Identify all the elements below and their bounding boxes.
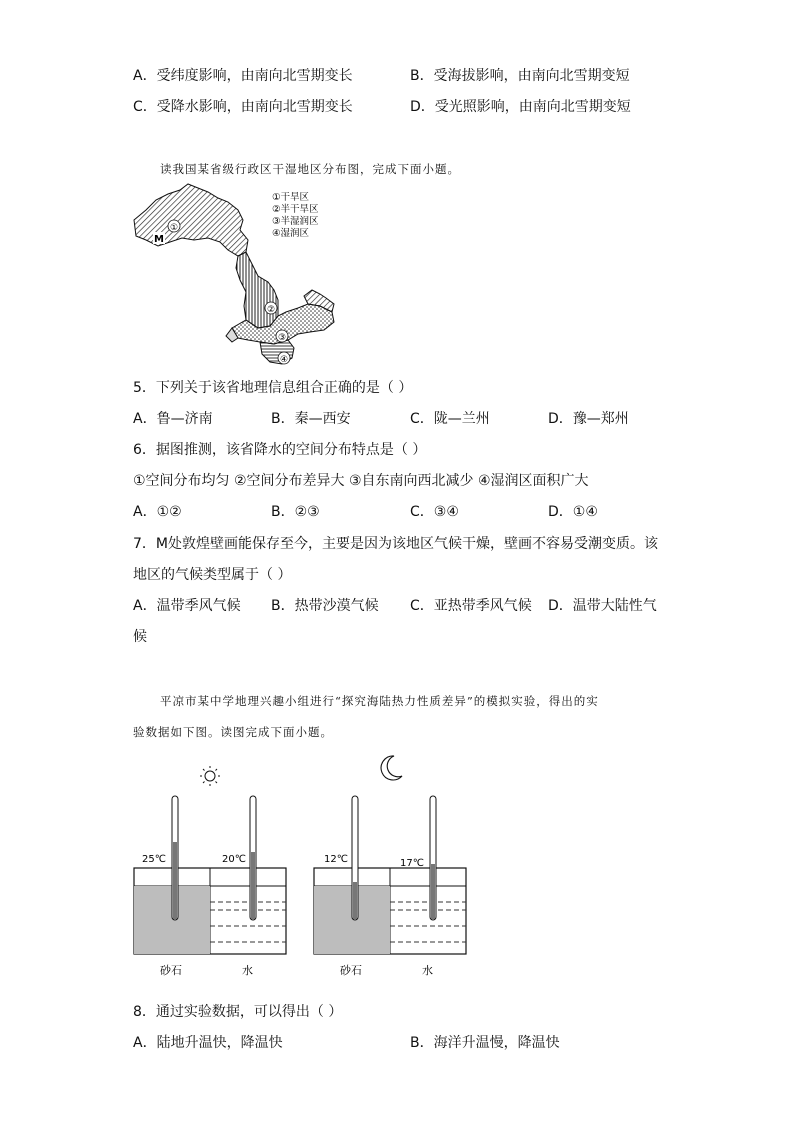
q7-option-a: A．温带季风气候 bbox=[133, 598, 241, 614]
night-sand-label: 砂石 bbox=[340, 964, 362, 977]
day-water-temp: 20℃ bbox=[222, 854, 246, 865]
experiment-figure bbox=[128, 752, 478, 984]
zone-label-3: ③ bbox=[277, 333, 287, 343]
day-water-label: 水 bbox=[242, 964, 253, 977]
q7-option-c: C．亚热带季风气候 bbox=[410, 598, 532, 614]
night-container bbox=[314, 796, 466, 954]
q6-option-b: B．②③ bbox=[271, 504, 320, 520]
q6-statements: ①空间分布均匀 ②空间分布差异大 ③自东南向西北减少 ④湿润区面积广大 bbox=[133, 473, 589, 489]
q6-option-a: A．①② bbox=[133, 504, 182, 520]
q7-stem-line2: 地区的气候类型属于（ ） bbox=[133, 567, 292, 583]
q8-option-a: A．陆地升温快，降温快 bbox=[133, 1035, 283, 1051]
experiment-intro-line2: 验数据如下图。读图完成下面小题。 bbox=[133, 725, 333, 739]
q7-option-d-wrap: 候 bbox=[133, 629, 147, 645]
day-container bbox=[134, 796, 286, 954]
option-a: A．受纬度影响，由南向北雪期变长 bbox=[133, 68, 353, 84]
zone-label-4: ④ bbox=[279, 355, 289, 365]
q6-stem: 6．据图推测，该省降水的空间分布特点是（ ） bbox=[133, 442, 427, 458]
legend-item-4: ④湿润区 bbox=[272, 228, 310, 239]
experiment-intro-line1: 平凉市某中学地理兴趣小组进行“探究海陆热力性质差异”的模拟实验，得出的实 bbox=[160, 694, 599, 708]
q8-stem: 8．通过实验数据，可以得出（ ） bbox=[133, 1004, 343, 1020]
province-dry-wet-map bbox=[128, 180, 358, 368]
option-b: B．受海拔影响，由南向北雪期变短 bbox=[410, 68, 630, 84]
zone-arid bbox=[134, 184, 248, 256]
q8-option-b: B．海洋升温慢，降温快 bbox=[410, 1035, 560, 1051]
zone-label-1: ① bbox=[169, 223, 179, 233]
q5-option-d: D．豫—郑州 bbox=[548, 411, 629, 427]
option-d: D．受光照影响，由南向北雪期变短 bbox=[410, 99, 631, 115]
q5-stem: 5．下列关于该省地理信息组合正确的是（ ） bbox=[133, 380, 413, 396]
sun-icon bbox=[200, 766, 220, 786]
night-sand-temp: 12℃ bbox=[324, 854, 348, 865]
legend-item-2: ②半干旱区 bbox=[272, 204, 319, 215]
q5-option-a: A．鲁—济南 bbox=[133, 411, 213, 427]
map-intro: 读我国某省级行政区干湿地区分布图，完成下面小题。 bbox=[160, 162, 460, 176]
legend-item-3: ③半湿润区 bbox=[272, 216, 319, 227]
day-sand-label: 砂石 bbox=[160, 964, 182, 977]
day-sand-temp: 25℃ bbox=[142, 854, 166, 865]
option-c: C．受降水影响，由南向北雪期变长 bbox=[133, 99, 353, 115]
q7-option-b: B．热带沙漠气候 bbox=[271, 598, 379, 614]
zone-semi-arid bbox=[236, 252, 278, 328]
q6-option-d: D．①④ bbox=[548, 504, 598, 520]
night-water-temp: 17℃ bbox=[400, 858, 424, 869]
q5-option-b: B．秦—西安 bbox=[271, 411, 351, 427]
zone-label-2: ② bbox=[266, 305, 276, 315]
q7-option-d: D．温带大陆性气 bbox=[548, 598, 657, 614]
moon-icon bbox=[381, 756, 402, 780]
q5-option-c: C．陇—兰州 bbox=[410, 411, 490, 427]
marker-m: M bbox=[154, 234, 164, 245]
q7-stem-line1: 7．M处敦煌壁画能保存至今，主要是因为该地区气候干燥，壁画不容易受潮变质。该 bbox=[133, 536, 658, 552]
night-water-label: 水 bbox=[422, 964, 433, 977]
q6-option-c: C．③④ bbox=[410, 504, 459, 520]
legend-item-1: ①干旱区 bbox=[272, 192, 310, 203]
